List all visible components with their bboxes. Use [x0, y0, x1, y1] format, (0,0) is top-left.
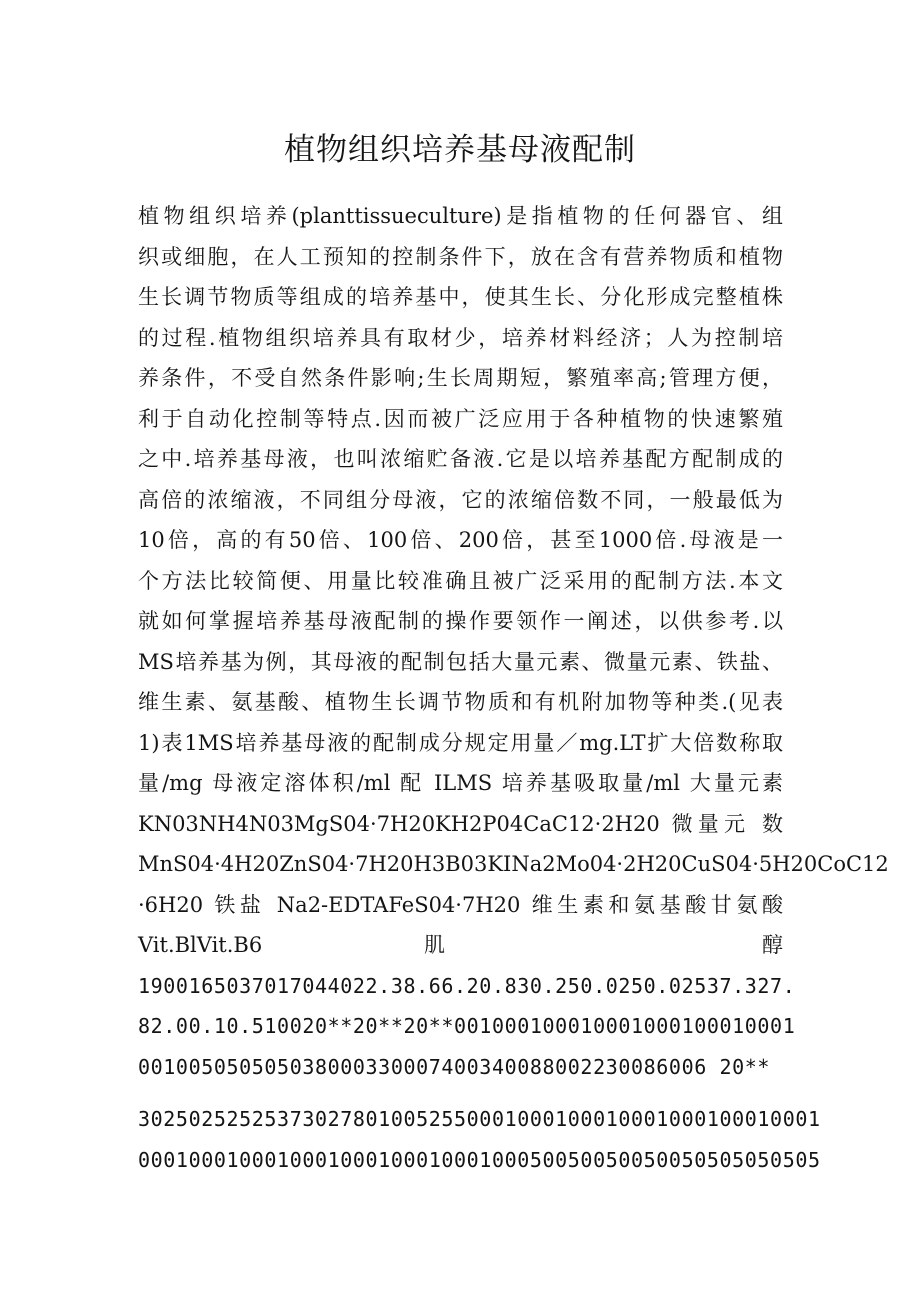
body-line: 1)表1MS培养基母液的配制成分规定用量／mg.LT扩大倍数称取: [138, 730, 783, 755]
body-line: 织或细胞，在人工预知的控制条件下，放在含有营养物质和植物: [138, 244, 783, 269]
body-line: 高倍的浓缩液，不同组分母液，它的浓缩倍数不同，一般最低为: [138, 487, 783, 512]
numeric-line: 82.00.10.510020**20**20**001000100010001000100010001: [138, 1014, 796, 1038]
body-line: 10倍，高的有50倍、100倍、200倍，甚至1000倍.母液是一: [138, 528, 783, 552]
body-line: 生长调节物质等组成的培养基中，使其生长、分化形成完整植株: [138, 285, 783, 309]
body-line: KN03NH4N03MgS04·7H20KH2P04CaC12·2H20 微量元 数: [138, 811, 783, 836]
body-line: 的过程.植物组织培养具有取材少，培养材料经济；人为控制培: [138, 325, 783, 350]
body-line: MS培养基为例，其母液的配制包括大量元素、微量元素、铁盐、: [138, 649, 783, 674]
body-line: 养条件，不受自然条件影响;生长周期短，繁殖率高;管理方便，: [138, 366, 783, 390]
numeric-line: 001005050505038000330007400340088002230086006 20**: [138, 1054, 771, 1079]
numeric-line: 000100010001000100010001000100050050050050050505050505: [138, 1147, 821, 1172]
body-line: 量/mg 母液定溶体积/ml 配 ILMS 培养基吸取量/ml 大量元素: [138, 771, 783, 795]
document-title: 植物组织培养基母液配制: [284, 132, 636, 168]
paragraph-gap: [138, 1087, 783, 1099]
document-body: [138, 196, 889, 1180]
body-line: ·6H20 铁盐 Na2-EDTAFeS04·7H20 维生素和氨基酸甘氨酸: [138, 892, 783, 917]
body-line: 维生素、氨基酸、植物生长调节物质和有机附加物等种类.(见表: [138, 690, 783, 714]
numeric-line: 1900165037017044022.38.66.20.830.250.0250.02537.327.: [138, 973, 796, 998]
body-line: 之中.培养基母液，也叫浓缩贮备液.它是以培养基配方配制成的: [138, 447, 783, 471]
body-line: 就如何掌握培养基母液配制的操作要领作一阐述，以供参考.以: [138, 609, 783, 633]
body-line: 植物组织培养(planttissueculture)是指植物的任何器官、组: [138, 204, 783, 228]
body-line: Vit.BlVit.B6 肌 醇: [138, 933, 783, 957]
body-line: 利于自动化控制等特点.因而被广泛应用于各种植物的快速繁殖: [138, 406, 783, 431]
body-line: 个方法比较简便、用量比较准确且被广泛采用的配制方法.本文: [138, 568, 783, 593]
numeric-line: 302502525253730278010052550001000100010001000100010001: [138, 1107, 821, 1131]
body-line: MnS04·4H20ZnS04·7H20H3B03KINa2Mo04·2H20CuS04·5H20CoC12: [138, 852, 889, 876]
